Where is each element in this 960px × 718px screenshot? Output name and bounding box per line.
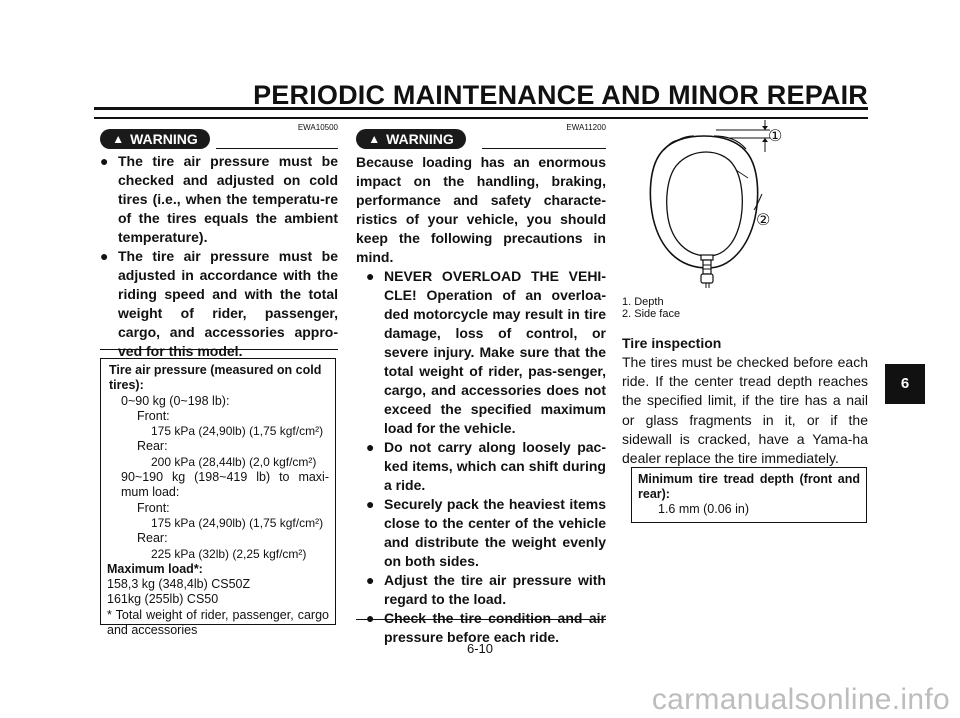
warning-header-middle <box>356 129 606 151</box>
tread-spec-title: Minimum tire tread depth (front and rear): <box>638 472 860 501</box>
warning-code-middle: EWA11200 <box>566 123 606 132</box>
spec-rear-label: Rear: <box>137 531 168 546</box>
bullet-icon: ● <box>100 153 109 169</box>
warning-badge <box>356 129 466 149</box>
list-item: ● Securely pack the heaviest items close to the center of the vehicle and distribute the weight evenly on both sides. <box>366 496 606 569</box>
spec-max-load-label: Maximum load*: <box>107 561 203 576</box>
spec-load-range-1: 0~90 kg (0~198 lb): <box>121 393 230 408</box>
spec-load-range-2: 90~190 kg (198~419 lb) to maxi-mum load: <box>121 470 329 500</box>
tire-inspection-body: The tires must be checked before each ride. If the center tread depth reaches the specified limit, if the tire has a nail or glass fragments in it, or if the sidewall is cracked, have a Yama-ha dealer replace the tire immediately. <box>622 354 868 467</box>
list-item: ● NEVER OVERLOAD THE VEHI-CLE! Operation of an overloa-ded motorcycle may result in tire damage, loss of control, or severe injury. Make sure that the total weight of rider, pas-senger, cargo, and accessories does not exceed the specified maximum load for the vehicle. <box>366 268 606 436</box>
list-item: ● The tire air pressure must be checked and adjusted on cold tires (i.e., when the temperatu-re of the tires equals the ambient temperature). <box>100 153 338 245</box>
spec-rear-value-2: 225 kPa (32lb) (2,25 kgf/cm²) <box>151 546 307 561</box>
spec-max-load-1: 158,3 kg (348,4lb) CS50Z <box>107 577 251 592</box>
warning-label: WARNING <box>130 131 198 147</box>
bullet-icon: ● <box>366 496 375 512</box>
warning-line <box>482 148 606 149</box>
spec-front-label: Front: <box>137 500 170 515</box>
bullet-icon: ● <box>366 439 375 455</box>
bullet-icon: ● <box>366 268 375 284</box>
warning-header-left <box>100 129 338 151</box>
section-tab: 6 <box>885 364 925 404</box>
warning-label: WARNING <box>386 131 454 147</box>
spec-front-value-2: 175 kPa (24,90lb) (1,75 kgf/cm²) <box>151 515 324 530</box>
list-item: ● Adjust the tire air pressure with regard to the load. <box>366 572 606 607</box>
warning-code-left: EWA10500 <box>297 123 338 132</box>
spec-front-value-1: 175 kPa (24,90lb) (1,75 kgf/cm²) <box>151 424 324 439</box>
warning-end-rule-middle <box>356 619 606 620</box>
watermark: carmanualsonline.info <box>651 683 950 716</box>
warning-line <box>216 148 338 149</box>
warning-triangle-icon: ▲ <box>368 132 381 146</box>
spec-max-load-2: 161kg (255lb) CS50 <box>107 592 219 607</box>
spec-front-label: Front: <box>137 408 170 423</box>
spec-rear-value-1: 200 kPa (28,44lb) (2,0 kgf/cm²) <box>151 454 317 469</box>
page-number: 6-10 <box>466 641 494 656</box>
warning-badge <box>100 129 210 149</box>
spec-title: Tire air pressure (measured on cold tires): <box>109 363 322 393</box>
bullet-icon: ● <box>366 610 375 626</box>
list-item: ● The tire air pressure must be adjusted in accordance with the riding speed and with the total weight of rider, passenger, cargo, and accessories appro-ved for this model. <box>100 248 338 359</box>
tread-spec-value: 1.6 mm (0.06 in) <box>658 502 750 516</box>
warning-triangle-icon: ▲ <box>112 132 125 146</box>
warning-list-left <box>100 152 338 361</box>
list-item: ● Check the tire condition and air pressure before each ride. <box>366 610 606 645</box>
tire-pressure-spec-box <box>100 358 336 638</box>
list-item: ● Do not carry along loosely pac-ked items, which can shift during a ride. <box>366 439 606 493</box>
spec-footnote: * Total weight of rider, passenger, cargo and accessories <box>107 607 329 638</box>
section-heading-tire-inspection: Tire inspection <box>622 335 722 351</box>
figure-caption-2: 2. Side face <box>622 308 681 320</box>
figure-caption-1: 1. Depth <box>622 296 664 308</box>
bullet-icon: ● <box>100 248 109 264</box>
page-header-title: PERIODIC MAINTENANCE AND MINOR REPAIR <box>253 80 868 110</box>
warning-list-middle <box>366 267 606 647</box>
callout-1: ① <box>768 128 783 145</box>
callout-2: ② <box>756 212 771 229</box>
bullet-icon: ● <box>366 572 375 588</box>
spec-rear-label: Rear: <box>137 439 168 454</box>
tread-depth-spec-box <box>631 467 867 523</box>
loading-intro: Because loading has an enormous impact on the handling, braking, performance and safety characte-ristics of your vehicle, you should keep the following precautions in mind. <box>356 154 606 265</box>
warning-end-rule-left <box>100 349 338 350</box>
